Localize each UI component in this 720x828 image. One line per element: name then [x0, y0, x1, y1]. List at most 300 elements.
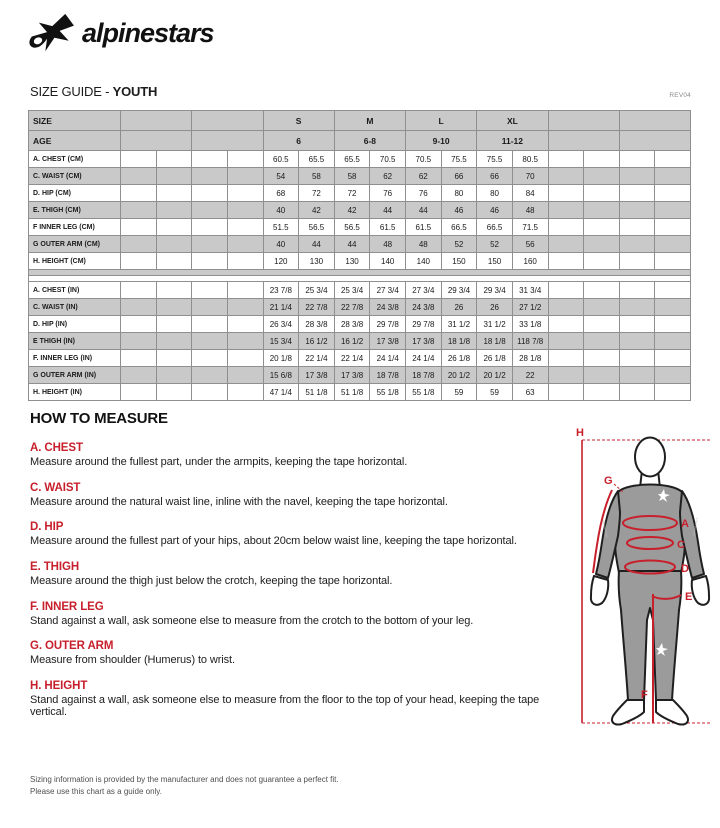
row-label: E. THIGH (CM) [29, 202, 121, 219]
table-cell [619, 168, 655, 185]
table-row [29, 350, 691, 367]
table-cell [655, 168, 691, 185]
table-cell [192, 185, 228, 202]
table-cell [548, 219, 584, 236]
table-cell [121, 168, 157, 185]
table-cell: 76 [370, 185, 406, 202]
row-label: A. CHEST (IN) [29, 282, 121, 299]
table-cell [619, 185, 655, 202]
table-cell [227, 367, 263, 384]
table-cell [548, 111, 619, 131]
table-cell: 130 [299, 253, 335, 270]
table-cell [619, 202, 655, 219]
table-cell [548, 151, 584, 168]
table-cell: 51 1/8 [334, 384, 370, 401]
table-cell: 55 1/8 [406, 384, 442, 401]
table-cell [655, 253, 691, 270]
measure-item-heading: G. OUTER ARM [30, 640, 114, 653]
row-label: G OUTER ARM (IN) [29, 367, 121, 384]
table-cell: 70.5 [406, 151, 442, 168]
table-cell [619, 384, 655, 401]
table-cell [584, 299, 620, 316]
table-cell: 52 [441, 236, 477, 253]
alpinestars-star-icon [28, 12, 80, 54]
table-cell: 40 [263, 202, 299, 219]
table-cell [227, 185, 263, 202]
table-cell [619, 282, 655, 299]
table-cell [192, 282, 228, 299]
table-cell [121, 219, 157, 236]
table-cell: 29 7/8 [406, 316, 442, 333]
footer-disclaimer [30, 774, 630, 799]
row-label: F INNER LEG (CM) [29, 219, 121, 236]
table-cell: 56.5 [299, 219, 335, 236]
table-cell: 27 3/4 [370, 282, 406, 299]
table-cell [619, 219, 655, 236]
table-cell: 22 1/4 [334, 350, 370, 367]
table-cell: 26 [477, 299, 513, 316]
row-label: AGE [29, 131, 121, 151]
table-cell: 16 1/2 [334, 333, 370, 350]
table-cell [121, 202, 157, 219]
table-cell: 72 [299, 185, 335, 202]
table-cell: 80.5 [512, 151, 548, 168]
table-cell [655, 185, 691, 202]
table-cell: 44 [299, 236, 335, 253]
table-cell: 75.5 [441, 151, 477, 168]
table-cell: 17 3/8 [334, 367, 370, 384]
row-label: A. CHEST (CM) [29, 151, 121, 168]
table-cell: 24 1/4 [406, 350, 442, 367]
table-cell: 51.5 [263, 219, 299, 236]
table-cell: 140 [406, 253, 442, 270]
measure-item-text: Stand against a wall, ask someone else to measure from the floor to the top of your head, keeping the tape vertical. [30, 693, 540, 719]
table-cell [584, 202, 620, 219]
table-cell [227, 151, 263, 168]
table-cell: 26 1/8 [477, 350, 513, 367]
table-cell: 76 [406, 185, 442, 202]
table-cell: 61.5 [370, 219, 406, 236]
row-label: G OUTER ARM (CM) [29, 236, 121, 253]
table-cell [192, 219, 228, 236]
row-label: D. HIP (CM) [29, 185, 121, 202]
page-title-prefix: SIZE GUIDE - [30, 84, 110, 99]
table-cell: 42 [299, 202, 335, 219]
table-header-row [29, 131, 691, 151]
table-cell: 66 [441, 168, 477, 185]
table-cell: 24 3/8 [406, 299, 442, 316]
table-cell: 66.5 [441, 219, 477, 236]
table-cell: 20 1/2 [477, 367, 513, 384]
measure-item-heading: E. THIGH [30, 560, 80, 573]
table-cell [156, 384, 192, 401]
table-cell [227, 219, 263, 236]
figure-label-hip: D [681, 563, 689, 575]
table-cell [584, 350, 620, 367]
table-cell [655, 236, 691, 253]
table-cell: 18 1/8 [477, 333, 513, 350]
table-cell [156, 316, 192, 333]
table-cell: XL [477, 111, 548, 131]
table-cell [619, 350, 655, 367]
table-cell [227, 384, 263, 401]
table-cell [121, 282, 157, 299]
table-cell [548, 168, 584, 185]
table-cell: 60.5 [263, 151, 299, 168]
table-cell: 140 [370, 253, 406, 270]
row-label: E THIGH (IN) [29, 333, 121, 350]
table-cell [192, 350, 228, 367]
table-cell: 61.5 [406, 219, 442, 236]
table-cell: 51 1/8 [299, 384, 335, 401]
table-cell: 65.5 [299, 151, 335, 168]
table-cell [192, 316, 228, 333]
table-cell [156, 151, 192, 168]
table-cell: 22 1/4 [299, 350, 335, 367]
table-cell: 20 1/2 [441, 367, 477, 384]
table-cell [619, 367, 655, 384]
table-cell [619, 333, 655, 350]
table-cell [584, 384, 620, 401]
table-cell [192, 131, 263, 151]
measurement-figure [560, 410, 717, 768]
table-row [29, 202, 691, 219]
table-cell: 6 [263, 131, 334, 151]
table-cell [156, 282, 192, 299]
table-cell [227, 236, 263, 253]
table-row [29, 367, 691, 384]
table-cell: 70.5 [370, 151, 406, 168]
table-cell: 29 3/4 [477, 282, 513, 299]
table-cell: 9-10 [406, 131, 477, 151]
table-cell [121, 367, 157, 384]
table-cell: 26 [441, 299, 477, 316]
table-cell: 29 3/4 [441, 282, 477, 299]
table-cell: 17 3/8 [370, 333, 406, 350]
table-cell: 42 [334, 202, 370, 219]
table-row [29, 185, 691, 202]
table-cell: 18 7/8 [406, 367, 442, 384]
row-label: H. HEIGHT (IN) [29, 384, 121, 401]
table-cell [227, 253, 263, 270]
table-cell [192, 168, 228, 185]
table-cell: 75.5 [477, 151, 513, 168]
table-cell [192, 299, 228, 316]
table-cell: 18 1/8 [441, 333, 477, 350]
table-cell [192, 111, 263, 131]
body-diagram-icon [560, 410, 717, 768]
table-cell [655, 282, 691, 299]
revision-label: REV04 [669, 92, 691, 99]
table-cell [121, 111, 192, 131]
table-cell [584, 185, 620, 202]
table-cell [655, 367, 691, 384]
measure-item-waist [30, 482, 558, 509]
measure-item-heading: C. WAIST [30, 481, 81, 494]
table-cell [121, 333, 157, 350]
table-row [29, 299, 691, 316]
table-cell [192, 202, 228, 219]
table-cell [548, 350, 584, 367]
table-cell [548, 299, 584, 316]
table-cell [548, 282, 584, 299]
table-cell: 63 [512, 384, 548, 401]
table-row [29, 168, 691, 185]
table-cell [548, 185, 584, 202]
table-cell: 17 3/8 [406, 333, 442, 350]
table-cell [584, 151, 620, 168]
measure-item-text: Measure around the fullest part of your hips, about 20cm below waist line, keeping the tape horizontal. [30, 535, 517, 548]
table-cell [655, 202, 691, 219]
table-cell: 80 [441, 185, 477, 202]
table-row [29, 384, 691, 401]
table-cell: 55 1/8 [370, 384, 406, 401]
how-to-measure-section [30, 410, 558, 732]
figure-label-thigh: E [685, 591, 693, 603]
table-cell: 68 [263, 185, 299, 202]
table-cell: 160 [512, 253, 548, 270]
table-cell: 15 3/4 [263, 333, 299, 350]
table-cell [655, 219, 691, 236]
table-cell [548, 202, 584, 219]
table-cell [584, 282, 620, 299]
table-cell: 44 [334, 236, 370, 253]
measure-item-heading: D. HIP [30, 521, 64, 534]
table-cell: 28 3/8 [299, 316, 335, 333]
table-cell: 44 [370, 202, 406, 219]
table-cell [156, 299, 192, 316]
table-cell: 54 [263, 168, 299, 185]
measure-item-text: Measure around the fullest part, under the armpits, keeping the tape horizontal. [30, 456, 408, 468]
table-cell [619, 236, 655, 253]
table-cell [121, 185, 157, 202]
measure-item-text: Measure around the thigh just below the crotch, keeping the tape horizontal. [30, 574, 393, 587]
table-cell: 59 [441, 384, 477, 401]
figure-label-inner-leg: F [641, 689, 648, 701]
table-cell [156, 350, 192, 367]
table-cell [121, 253, 157, 270]
table-cell [584, 168, 620, 185]
table-cell [548, 384, 584, 401]
table-cell: 48 [370, 236, 406, 253]
table-cell: 130 [334, 253, 370, 270]
table-cell: 62 [370, 168, 406, 185]
alpinestars-logo [28, 12, 214, 54]
size-table-wrap [28, 110, 691, 401]
table-cell [156, 219, 192, 236]
table-cell: 150 [441, 253, 477, 270]
measure-item-outer-arm [30, 640, 558, 667]
page-title-category: YOUTH [112, 84, 158, 99]
table-row [29, 236, 691, 253]
table-cell: 33 1/8 [512, 316, 548, 333]
table-cell [619, 316, 655, 333]
figure-label-chest: A [681, 518, 689, 530]
page-title [30, 84, 157, 99]
table-cell: 66.5 [477, 219, 513, 236]
table-row [29, 316, 691, 333]
table-cell: 40 [263, 236, 299, 253]
table-cell [655, 316, 691, 333]
table-cell: 21 1/4 [263, 299, 299, 316]
table-cell [192, 151, 228, 168]
table-cell [584, 316, 620, 333]
table-cell [655, 151, 691, 168]
arm-watermark: alpinestars [601, 519, 610, 539]
table-cell [192, 384, 228, 401]
table-cell: 27 1/2 [512, 299, 548, 316]
table-cell [121, 384, 157, 401]
measure-item-text: Measure around the natural waist line, inline with the navel, keeping the tape horizontal. [30, 495, 448, 508]
measure-item-chest [30, 442, 558, 469]
table-cell: 56 [512, 236, 548, 253]
table-row [29, 333, 691, 350]
table-cell: 58 [299, 168, 335, 185]
measure-item-heading: A. CHEST [30, 442, 83, 454]
measure-item-text: Stand against a wall, ask someone else to measure from the crotch to the bottom of your leg. [30, 614, 474, 627]
table-cell: 72 [334, 185, 370, 202]
table-cell [584, 367, 620, 384]
table-cell [655, 384, 691, 401]
figure-label-outer-arm: G [604, 475, 613, 487]
table-cell [192, 333, 228, 350]
table-cell [192, 367, 228, 384]
table-cell: 71.5 [512, 219, 548, 236]
table-cell: 24 1/4 [370, 350, 406, 367]
table-cell: 26 3/4 [263, 316, 299, 333]
row-label: H. HEIGHT (CM) [29, 253, 121, 270]
table-cell: 24 3/8 [370, 299, 406, 316]
table-cell: 29 7/8 [370, 316, 406, 333]
table-cell: 62 [406, 168, 442, 185]
how-to-measure-title: HOW TO MEASURE [30, 410, 168, 427]
table-cell [227, 299, 263, 316]
table-cell: 59 [477, 384, 513, 401]
table-cell: 28 3/8 [334, 316, 370, 333]
table-cell [156, 202, 192, 219]
table-cell: 26 1/8 [441, 350, 477, 367]
table-cell: 48 [406, 236, 442, 253]
table-cell: 48 [512, 202, 548, 219]
figure-label-height: H [576, 427, 584, 439]
table-cell [121, 131, 192, 151]
table-cell [548, 333, 584, 350]
table-cell: M [334, 111, 405, 131]
table-cell: 22 [512, 367, 548, 384]
table-cell [227, 282, 263, 299]
measure-item-inner-leg [30, 601, 558, 628]
table-cell: 120 [263, 253, 299, 270]
table-cell: 150 [477, 253, 513, 270]
measure-item-text: Measure from shoulder (Humerus) to wrist. [30, 654, 235, 667]
table-cell [121, 236, 157, 253]
table-cell [584, 333, 620, 350]
table-cell: 20 1/8 [263, 350, 299, 367]
table-cell [227, 202, 263, 219]
table-cell: 17 3/8 [299, 367, 335, 384]
row-label: F. INNER LEG (IN) [29, 350, 121, 367]
table-cell: 25 3/4 [334, 282, 370, 299]
table-cell [227, 316, 263, 333]
table-cell [156, 236, 192, 253]
table-cell [156, 367, 192, 384]
table-cell [548, 131, 619, 151]
table-header-row [29, 111, 691, 131]
table-cell [619, 253, 655, 270]
table-cell: 16 1/2 [299, 333, 335, 350]
table-cell: 6-8 [334, 131, 405, 151]
table-cell: 84 [512, 185, 548, 202]
table-cell: 31 3/4 [512, 282, 548, 299]
measure-item-height [30, 680, 558, 719]
table-cell: 18 7/8 [370, 367, 406, 384]
table-cell: 22 7/8 [334, 299, 370, 316]
table-cell: 44 [406, 202, 442, 219]
row-label: C. WAIST (CM) [29, 168, 121, 185]
table-row [29, 282, 691, 299]
table-cell [619, 151, 655, 168]
figure-label-waist: C [677, 539, 685, 551]
table-cell: 70 [512, 168, 548, 185]
table-cell: 28 1/8 [512, 350, 548, 367]
table-cell [156, 168, 192, 185]
table-cell [619, 299, 655, 316]
table-cell: 65.5 [334, 151, 370, 168]
table-cell [156, 333, 192, 350]
table-row [29, 219, 691, 236]
table-cell [619, 131, 690, 151]
table-cell: 31 1/2 [477, 316, 513, 333]
table-cell [121, 299, 157, 316]
table-cell: S [263, 111, 334, 131]
table-cell [655, 333, 691, 350]
table-cell [227, 333, 263, 350]
table-cell [655, 299, 691, 316]
table-cell [227, 350, 263, 367]
table-cell: 23 7/8 [263, 282, 299, 299]
table-row [29, 151, 691, 168]
measure-item-thigh [30, 561, 558, 588]
table-cell: 80 [477, 185, 513, 202]
logo-wordmark: alpinestars [82, 17, 214, 48]
table-cell: 47 1/4 [263, 384, 299, 401]
table-cell [156, 253, 192, 270]
table-row [29, 253, 691, 270]
table-cell [548, 236, 584, 253]
table-cell: 52 [477, 236, 513, 253]
arm-watermark: alpinestars [691, 516, 700, 537]
table-cell: 46 [477, 202, 513, 219]
measure-item-hip [30, 521, 558, 548]
table-cell: L [406, 111, 477, 131]
table-cell [121, 316, 157, 333]
table-cell [227, 168, 263, 185]
measure-item-heading: F. INNER LEG [30, 600, 104, 613]
table-cell [192, 253, 228, 270]
table-cell: 66 [477, 168, 513, 185]
table-cell [619, 111, 690, 131]
table-cell: 118 7/8 [512, 333, 548, 350]
table-cell [584, 236, 620, 253]
table-cell: 15 6/8 [263, 367, 299, 384]
table-cell [584, 219, 620, 236]
footer-line-1: Sizing information is provided by the manufacturer and does not guarantee a perfect fit. [30, 775, 339, 784]
table-cell: 27 3/4 [406, 282, 442, 299]
row-label: D. HIP (IN) [29, 316, 121, 333]
table-cell: 46 [441, 202, 477, 219]
measure-item-heading: H. HEIGHT [30, 679, 88, 692]
row-label: C. WAIST (IN) [29, 299, 121, 316]
